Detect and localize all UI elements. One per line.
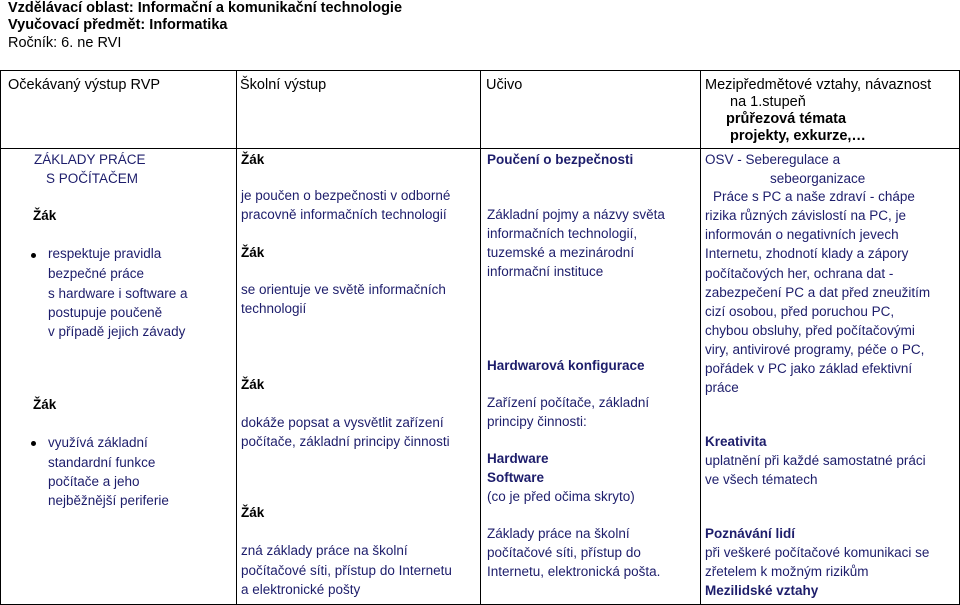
- rvp-title-2: S POČÍTAČEM: [46, 171, 139, 186]
- skolni-zak-4: Žák: [241, 505, 265, 520]
- ucivo-software-note: (co je před očima skryto): [487, 489, 635, 504]
- col-divider-2: [480, 70, 481, 605]
- skolni-text4-line: počítačové síti, přístup do Internetu: [241, 563, 452, 578]
- bullet-dot: [31, 441, 36, 446]
- rvp-item2-line: využívá základní: [48, 435, 148, 450]
- area-title: Vzdělávací oblast: Informační a komunikační technologie: [8, 0, 403, 16]
- mezi-poznavani: Poznávání lidí: [705, 526, 796, 541]
- ucivo-text1-line: informačních technologií,: [487, 226, 638, 241]
- skolni-text2-line: technologií: [241, 301, 307, 316]
- skolni-zak-3: Žák: [241, 377, 265, 392]
- rvp-item2-line: nejběžnější periferie: [48, 493, 169, 508]
- rvp-item1-line: bezpečné práce: [48, 266, 145, 281]
- mezi-text2-line: ve všech tématech: [705, 472, 818, 487]
- bullet-dot: [31, 253, 36, 258]
- col-header-skolni: Školní výstup: [240, 77, 327, 93]
- mezi-text1-line: Práce s PC a naše zdraví - chápe: [713, 189, 915, 204]
- header-rule: [236, 148, 960, 149]
- rvp-item1-line: respektuje pravidla: [48, 246, 162, 261]
- mezi-text1-line: Internetu, zhodnotí klady a zápory: [705, 246, 909, 261]
- skolni-text4-line: zná základy práce na školní: [241, 543, 408, 558]
- rvp-item1-line: postupuje poučeně: [48, 305, 163, 320]
- ucivo-software: Software: [487, 470, 545, 485]
- mezi-text1-line: rizika různých závislostí na PC, je: [705, 208, 907, 223]
- ucivo-text2-line: Zařízení počítače, základní: [487, 395, 650, 410]
- mezi-text1-line: cizí osobou, před poruchou PC,: [705, 304, 895, 319]
- skolni-text4-line: a elektronické pošty: [241, 582, 361, 597]
- mezi-text1-line: viry, antivirové programy, péče o PC,: [705, 342, 925, 357]
- col-divider-3: [700, 70, 701, 605]
- ucivo-text3-line: Internetu, elektronická pošta.: [487, 564, 661, 579]
- skolni-text3-line: počítače, základní principy činnosti: [241, 434, 450, 449]
- skolni-zak-1: Žák: [241, 152, 265, 167]
- rvp-item2-line: počítače a jeho: [48, 474, 140, 489]
- rvp-item1-line: s hardware i software a: [48, 286, 188, 301]
- rvp-zak-1: Žák: [33, 208, 57, 223]
- col-header-mezi-1: Mezipředmětové vztahy, návaznost: [705, 77, 932, 93]
- ucivo-text1-line: Základní pojmy a názvy světa: [487, 207, 665, 222]
- mezi-mezilidske: Mezilidské vztahy: [705, 583, 819, 598]
- mezi-text2-line: uplatnění při každé samostatné práci: [705, 453, 926, 468]
- mezi-text1-line: práce: [705, 380, 739, 395]
- mezi-text3-line: při veškeré počítačové komunikaci se: [705, 545, 930, 560]
- rvp-title-1: ZÁKLADY PRÁCE: [34, 152, 146, 167]
- mezi-osv-line: OSV - Seberegulace a: [705, 152, 841, 167]
- rvp-item2-line: standardní funkce: [48, 455, 156, 470]
- ucivo-text3-line: počítačové síti, přístup do: [487, 545, 641, 560]
- mezi-osv-line: sebeorganizace: [770, 171, 866, 186]
- rvp-zak-2: Žák: [33, 397, 57, 412]
- mezi-text3-line: zřetelem k možným rizikům: [705, 564, 869, 579]
- mezi-text1-line: chybou obsluhy, před počítačovými: [705, 323, 915, 338]
- col-header-mezi-3: průřezová témata: [726, 111, 847, 127]
- ucivo-hardware: Hardware: [487, 451, 549, 466]
- skolni-text2-line: se orientuje ve světě informačních: [241, 282, 446, 297]
- ucivo-text2-line: principy činnosti:: [487, 414, 587, 429]
- skolni-text1-line: je poučen o bezpečnosti v odborné: [241, 188, 451, 203]
- col-header-mezi-4: projekty, exkurze,…: [730, 128, 866, 144]
- header-rule-col1: [0, 148, 236, 149]
- mezi-text1-line: počítačových her, ochrana dat -: [705, 266, 894, 281]
- col-header-rvp: Očekávaný výstup RVP: [8, 77, 161, 93]
- col-header-mezi-2: na 1.stupeň: [730, 94, 806, 110]
- skolni-text3-line: dokáže popsat a vysvětlit zařízení: [241, 415, 444, 430]
- ucivo-head-1: Poučení o bezpečnosti: [487, 152, 634, 167]
- table-left-rule: [0, 70, 1, 605]
- mezi-text1-line: informován o negativních jevech: [705, 227, 899, 242]
- grade-label: Ročník: 6. ne RVI: [8, 35, 122, 51]
- skolni-text1-line: pracovně informačních technologií: [241, 207, 447, 222]
- mezi-text1-line: zabezpečení PC a dat před zneužitím: [705, 285, 931, 300]
- mezi-text1-line: pořádek v PC jako základ efektivní: [705, 361, 913, 376]
- ucivo-text1-line: tuzemské a mezinárodní: [487, 245, 635, 260]
- col-divider-1: [236, 70, 237, 605]
- mezi-kreativita: Kreativita: [705, 434, 767, 449]
- col-header-ucivo: Učivo: [486, 77, 523, 93]
- ucivo-text1-line: informační instituce: [487, 264, 604, 279]
- rvp-item1-line: v případě jejich závady: [48, 324, 186, 339]
- ucivo-text3-line: Základy práce na školní: [487, 526, 630, 541]
- subject-title: Vyučovací předmět: Informatika: [8, 17, 228, 33]
- ucivo-head-2: Hardwarová konfigurace: [487, 358, 645, 373]
- skolni-zak-2: Žák: [241, 245, 265, 260]
